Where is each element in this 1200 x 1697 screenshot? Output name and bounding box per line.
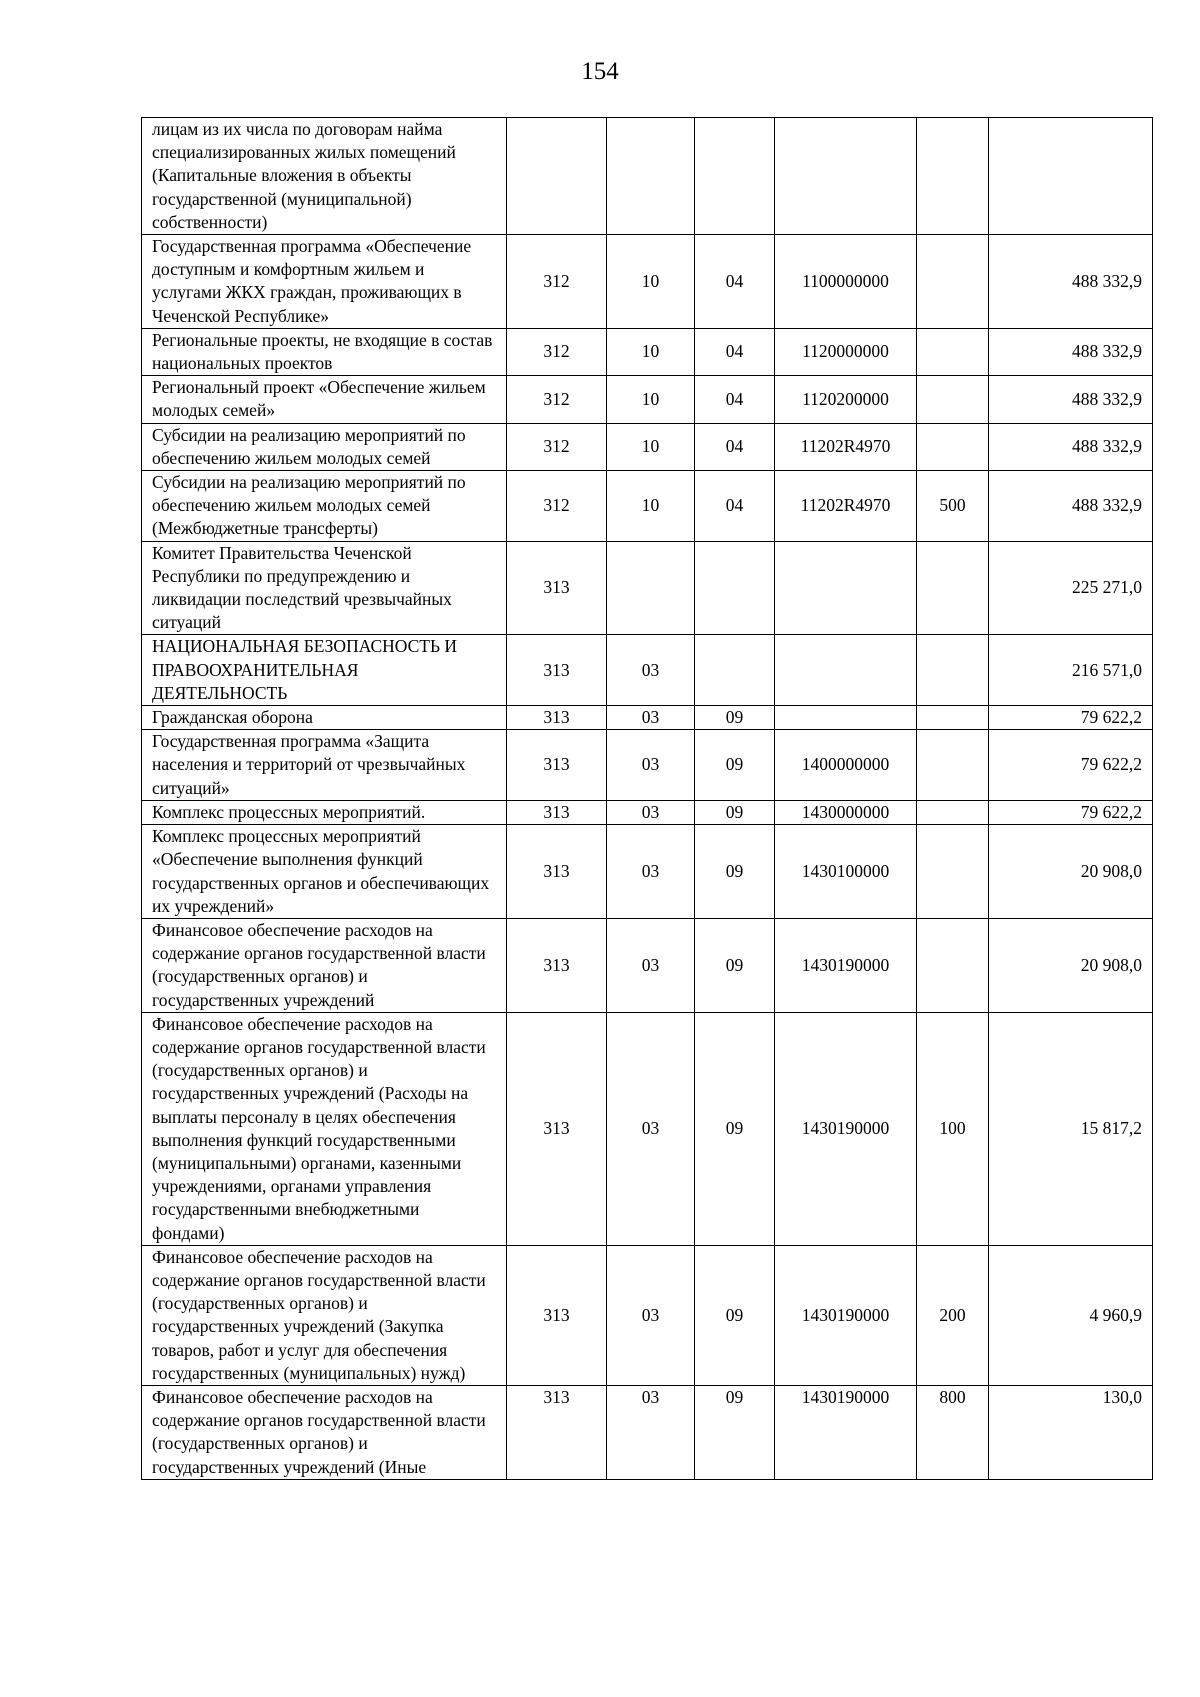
row-name: Государственная программа «Защита населения и территорий от чрезвычайных ситуаций» xyxy=(142,730,507,801)
table-row xyxy=(142,235,1153,329)
subsection-code: 09 xyxy=(695,706,775,730)
table-row xyxy=(142,471,1153,542)
target-code: 11202R4970 xyxy=(775,471,917,542)
row-name: Финансовое обеспечение расходов на содержание органов государственной власти (государственных органов) и государственных учреждений (Иные xyxy=(142,1385,507,1479)
row-name: Финансовое обеспечение расходов на содержание органов государственной власти (государственных органов) и государственных учреждений (Расходы на выплаты персоналу в целях обеспечения выполнения функций государственными (муниципальными) органами, казенными учреждениями, органами управления государственными внебюджетными фондами) xyxy=(142,1012,507,1245)
expense-type-code xyxy=(917,328,989,375)
section-code: 03 xyxy=(607,825,695,919)
section-code: 10 xyxy=(607,328,695,375)
table-row xyxy=(142,118,1153,235)
target-code: 1430190000 xyxy=(775,1385,917,1479)
amount: 20 908,0 xyxy=(989,825,1153,919)
amount: 488 332,9 xyxy=(989,235,1153,329)
ministry-code: 312 xyxy=(507,376,607,423)
ministry-code: 313 xyxy=(507,800,607,824)
ministry-code: 312 xyxy=(507,235,607,329)
section-code: 03 xyxy=(607,635,695,706)
section-code: 03 xyxy=(607,706,695,730)
table-row xyxy=(142,730,1153,801)
amount: 216 571,0 xyxy=(989,635,1153,706)
target-code xyxy=(775,118,917,235)
row-name: Государственная программа «Обеспечение доступным и комфортным жильем и услугами ЖКХ граждан, проживающих в Чеченской Республике» xyxy=(142,235,507,329)
section-code: 03 xyxy=(607,1012,695,1245)
row-name: НАЦИОНАЛЬНАЯ БЕЗОПАСНОСТЬ И ПРАВООХРАНИТЕЛЬНАЯ ДЕЯТЕЛЬНОСТЬ xyxy=(142,635,507,706)
ministry-code: 313 xyxy=(507,635,607,706)
table-row xyxy=(142,541,1153,635)
amount: 20 908,0 xyxy=(989,918,1153,1012)
ministry-code: 313 xyxy=(507,1012,607,1245)
section-code: 10 xyxy=(607,423,695,470)
section-code: 03 xyxy=(607,1245,695,1385)
row-name: Региональные проекты, не входящие в состав национальных проектов xyxy=(142,328,507,375)
expense-type-code: 100 xyxy=(917,1012,989,1245)
amount: 225 271,0 xyxy=(989,541,1153,635)
table-row xyxy=(142,635,1153,706)
table-row xyxy=(142,800,1153,824)
subsection-code xyxy=(695,118,775,235)
ministry-code: 313 xyxy=(507,1245,607,1385)
amount xyxy=(989,118,1153,235)
section-code: 03 xyxy=(607,730,695,801)
section-code xyxy=(607,541,695,635)
budget-table xyxy=(141,117,1153,1480)
amount: 15 817,2 xyxy=(989,1012,1153,1245)
subsection-code: 09 xyxy=(695,800,775,824)
expense-type-code: 200 xyxy=(917,1245,989,1385)
target-code: 1120200000 xyxy=(775,376,917,423)
ministry-code: 312 xyxy=(507,423,607,470)
subsection-code: 04 xyxy=(695,471,775,542)
row-name: Комплекс процессных мероприятий «Обеспечение выполнения функций государственных органов и обеспечивающих их учреждений» xyxy=(142,825,507,919)
subsection-code: 09 xyxy=(695,825,775,919)
target-code: 1100000000 xyxy=(775,235,917,329)
expense-type-code xyxy=(917,706,989,730)
target-code: 11202R4970 xyxy=(775,423,917,470)
ministry-code: 313 xyxy=(507,918,607,1012)
expense-type-code xyxy=(917,118,989,235)
expense-type-code xyxy=(917,635,989,706)
target-code: 1400000000 xyxy=(775,730,917,801)
row-name: Гражданская оборона xyxy=(142,706,507,730)
row-name: Комитет Правительства Чеченской Республики по предупреждению и ликвидации последствий чрезвычайных ситуаций xyxy=(142,541,507,635)
section-code: 03 xyxy=(607,800,695,824)
subsection-code: 09 xyxy=(695,1385,775,1479)
target-code: 1430100000 xyxy=(775,825,917,919)
expense-type-code xyxy=(917,376,989,423)
section-code: 03 xyxy=(607,918,695,1012)
row-name: Финансовое обеспечение расходов на содержание органов государственной власти (государственных органов) и государственных учреждений xyxy=(142,918,507,1012)
amount: 130,0 xyxy=(989,1385,1153,1479)
target-code xyxy=(775,635,917,706)
subsection-code xyxy=(695,635,775,706)
ministry-code: 313 xyxy=(507,825,607,919)
ministry-code xyxy=(507,118,607,235)
ministry-code: 312 xyxy=(507,471,607,542)
amount: 79 622,2 xyxy=(989,730,1153,801)
target-code: 1120000000 xyxy=(775,328,917,375)
subsection-code: 09 xyxy=(695,918,775,1012)
target-code xyxy=(775,706,917,730)
amount: 79 622,2 xyxy=(989,706,1153,730)
table-row xyxy=(142,1012,1153,1245)
row-name: Финансовое обеспечение расходов на содержание органов государственной власти (государственных органов) и государственных учреждений (Закупка товаров, работ и услуг для обеспечения государственных (муниципальных) нужд) xyxy=(142,1245,507,1385)
table-row xyxy=(142,918,1153,1012)
subsection-code: 04 xyxy=(695,328,775,375)
section-code: 10 xyxy=(607,376,695,423)
subsection-code: 04 xyxy=(695,235,775,329)
expense-type-code xyxy=(917,235,989,329)
expense-type-code: 800 xyxy=(917,1385,989,1479)
ministry-code: 313 xyxy=(507,1385,607,1479)
amount: 488 332,9 xyxy=(989,376,1153,423)
section-code: 03 xyxy=(607,1385,695,1479)
page-number: 154 xyxy=(581,58,619,85)
target-code: 1430190000 xyxy=(775,918,917,1012)
expense-type-code xyxy=(917,541,989,635)
row-name: Субсидии на реализацию мероприятий по обеспечению жильем молодых семей (Межбюджетные трансферты) xyxy=(142,471,507,542)
row-name: Региональный проект «Обеспечение жильем молодых семей» xyxy=(142,376,507,423)
amount: 488 332,9 xyxy=(989,328,1153,375)
table-row xyxy=(142,423,1153,470)
target-code: 1430190000 xyxy=(775,1245,917,1385)
target-code: 1430190000 xyxy=(775,1012,917,1245)
amount: 488 332,9 xyxy=(989,471,1153,542)
subsection-code: 09 xyxy=(695,1012,775,1245)
section-code: 10 xyxy=(607,471,695,542)
ministry-code: 313 xyxy=(507,541,607,635)
subsection-code: 04 xyxy=(695,376,775,423)
subsection-code xyxy=(695,541,775,635)
target-code xyxy=(775,541,917,635)
expense-type-code xyxy=(917,730,989,801)
row-name: лицам из их числа по договорам найма специализированных жилых помещений (Капитальные вложения в объекты государственной (муниципальной) собственности) xyxy=(142,118,507,235)
table-row xyxy=(142,1385,1153,1479)
table-row xyxy=(142,328,1153,375)
ministry-code: 313 xyxy=(507,730,607,801)
expense-type-code: 500 xyxy=(917,471,989,542)
expense-type-code xyxy=(917,800,989,824)
subsection-code: 04 xyxy=(695,423,775,470)
table-row xyxy=(142,1245,1153,1385)
target-code: 1430000000 xyxy=(775,800,917,824)
row-name: Комплекс процессных мероприятий. xyxy=(142,800,507,824)
section-code: 10 xyxy=(607,235,695,329)
expense-type-code xyxy=(917,825,989,919)
table-row xyxy=(142,376,1153,423)
row-name: Субсидии на реализацию мероприятий по обеспечению жильем молодых семей xyxy=(142,423,507,470)
section-code xyxy=(607,118,695,235)
amount: 4 960,9 xyxy=(989,1245,1153,1385)
table-row xyxy=(142,706,1153,730)
subsection-code: 09 xyxy=(695,730,775,801)
subsection-code: 09 xyxy=(695,1245,775,1385)
ministry-code: 313 xyxy=(507,706,607,730)
amount: 79 622,2 xyxy=(989,800,1153,824)
amount: 488 332,9 xyxy=(989,423,1153,470)
expense-type-code xyxy=(917,918,989,1012)
expense-type-code xyxy=(917,423,989,470)
table-row xyxy=(142,825,1153,919)
ministry-code: 312 xyxy=(507,328,607,375)
